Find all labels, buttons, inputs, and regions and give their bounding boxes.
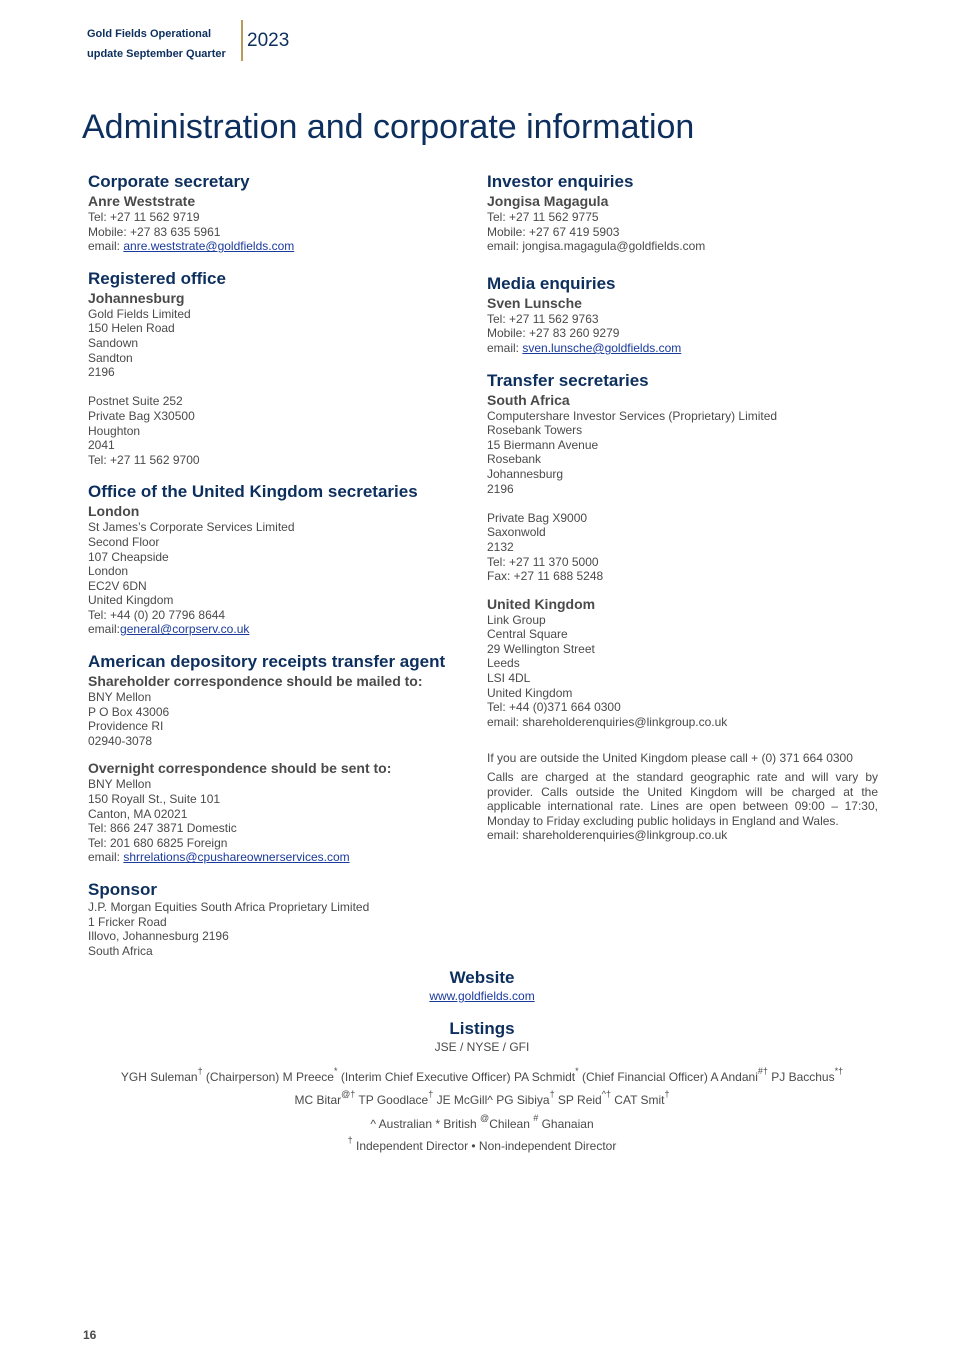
address-line: 29 Wellington Street (487, 641, 595, 656)
section-heading: Sponsor (88, 880, 157, 899)
director-role: (Chairperson) (202, 1070, 283, 1084)
address-line: Private Bag X30500 (88, 408, 195, 423)
left-column (88, 172, 460, 973)
section-heading: Transfer secretaries (487, 370, 649, 390)
email-line (487, 341, 878, 356)
address-line: Johannesburg (487, 466, 564, 481)
contact-name: Jongisa Magagula (487, 193, 609, 209)
section-heading: Registered office (88, 268, 226, 288)
address-line: J.P. Morgan Equities South Africa Proprietary Limited (88, 900, 370, 914)
address-line: Saxonwold (487, 525, 546, 540)
sponsor-section (88, 880, 460, 958)
email-line: email: shareholderenquiries@linkgroup.co.uk (487, 714, 728, 729)
address-line: Rosebank (487, 452, 542, 467)
director-name: MC Bitar (294, 1093, 342, 1107)
address-line: Canton, MA 02021 (88, 806, 188, 821)
email-line: email: jongisa.magagula@goldfields.com (487, 239, 706, 254)
email-link[interactable]: anre.weststrate@goldfields.com (123, 239, 295, 254)
address-line: Leeds (487, 656, 520, 671)
directors-line-1 (0, 1068, 964, 1086)
address-line: South Africa (88, 943, 153, 958)
mail-subheading: Shareholder correspondence should be mailed to: (88, 673, 423, 690)
director-name: CAT Smit (610, 1093, 665, 1107)
key-text: • Non-independent Director (468, 1139, 617, 1153)
report-title: Gold Fields Operational update September Quarter (87, 28, 226, 60)
media-enquiries-section (487, 274, 878, 356)
director-marker: † (549, 1089, 555, 1099)
director-marker: † (664, 1089, 670, 1099)
email-line (88, 622, 460, 637)
director-name: PA Schmidt (514, 1070, 576, 1084)
director-type-key (0, 1137, 964, 1155)
section-heading: Media enquiries (487, 273, 616, 293)
section-heading: Listings (449, 1019, 515, 1038)
tel-line: Tel: +27 11 562 9763 (487, 311, 599, 326)
corporate-secretary-section (88, 172, 460, 254)
director-role: (Chief Financial Officer) (578, 1070, 711, 1084)
listings-section (0, 1019, 964, 1055)
section-heading: Website (449, 968, 515, 987)
address-line: 1 Fricker Road (88, 914, 167, 929)
country-subheading: United Kingdom (487, 595, 596, 612)
registered-office-section (88, 269, 460, 468)
tel-line: Tel: +27 11 562 9775 (487, 210, 599, 224)
address-line: P O Box 43006 (88, 704, 170, 719)
city-subheading: Johannesburg (88, 289, 185, 306)
address-line: Sandton (88, 350, 133, 365)
address-line: 2041 (88, 438, 115, 453)
page-number: 16 (83, 1328, 97, 1342)
tel-line: Tel: +27 11 562 9700 (88, 452, 200, 467)
email-label: email: (88, 850, 124, 865)
mobile-line: Mobile: +27 83 260 9279 (487, 326, 620, 341)
email-label: email: (88, 622, 121, 637)
address-line: Computershare Investor Services (Proprietary) Limited (487, 408, 778, 423)
address-line: Postnet Suite 252 (88, 394, 183, 409)
directors-line-2 (0, 1091, 964, 1109)
address-line: 107 Cheapside (88, 549, 169, 564)
address-line: Providence RI (88, 719, 164, 734)
address-line: United Kingdom (487, 685, 573, 700)
director-name: YGH Suleman (120, 1070, 198, 1084)
director-marker: * (575, 1066, 579, 1076)
tel-line: Tel: +44 (0) 20 7796 8644 (88, 607, 226, 622)
overnight-subheading: Overnight correspondence should be sent to: (88, 760, 392, 777)
director-name: PJ Bacchus (767, 1070, 835, 1084)
tel-line: Tel: +27 11 562 9719 (88, 210, 200, 224)
website-link[interactable]: www.goldfields.com (429, 989, 535, 1003)
adr-agent-section (88, 652, 460, 865)
address-line: Illovo, Johannesburg 2196 (88, 929, 229, 944)
address-line: 2196 (487, 481, 514, 496)
director-marker: * (333, 1066, 338, 1076)
key-marker: † (347, 1135, 353, 1145)
contact-name: Anre Weststrate (88, 193, 196, 209)
address-line: 2132 (487, 539, 514, 554)
listings-value: JSE / NYSE / GFI (434, 1040, 530, 1054)
call-charges-note: Calls are charged at the standard geographic rate and will vary by provider. Calls outside the United Kingdom will be charged at the applicable international rate. Lines are open between 09:00 – 17:30, Monday to Friday excluding public holidays in England and Wales. (487, 770, 878, 828)
right-column (487, 172, 878, 858)
tel-line: Tel: +27 11 370 5000 (487, 554, 599, 569)
address-line: United Kingdom (88, 593, 174, 608)
director-marker: #† (757, 1066, 768, 1076)
email-link[interactable]: sven.lunsche@goldfields.com (522, 340, 682, 355)
tel-line: Tel: +44 (0)371 664 0300 (487, 700, 621, 715)
email-line (88, 239, 460, 254)
email-label: email: (487, 340, 523, 355)
address-line: EC2V 6DN (88, 578, 147, 593)
address-line: 150 Helen Road (88, 321, 175, 336)
section-heading: American depository receipts transfer agent (88, 652, 446, 672)
section-heading: Office of the United Kingdom secretaries (88, 482, 418, 502)
contact-name: Sven Lunsche (487, 294, 582, 311)
email-line: email: shareholderenquiries@linkgroup.co.uk (487, 828, 728, 843)
address-line: 150 Royall St., Suite 101 (88, 792, 221, 807)
director-role: (Interim Chief Executive Officer) (337, 1070, 514, 1084)
director-name: TP Goodlace (355, 1093, 429, 1107)
director-marker: † (197, 1066, 203, 1076)
fax-line: Fax: +27 11 688 5248 (487, 569, 604, 584)
address-line: Houghton (88, 423, 141, 438)
address-line: Private Bag X9000 (487, 510, 588, 525)
section-heading: Investor enquiries (487, 172, 634, 191)
tel-line: Tel: 866 247 3871 Domestic (88, 821, 237, 836)
director-name: M Preece (282, 1070, 334, 1084)
country-subheading: South Africa (487, 391, 570, 408)
address-line: St James’s Corporate Services Limited (88, 520, 295, 535)
key-marker: @ (480, 1113, 490, 1123)
address-line: LSI 4DL (487, 671, 531, 686)
address-line: Central Square (487, 627, 568, 642)
key-text: Chilean (489, 1117, 534, 1131)
mobile-line: Mobile: +27 67 419 5903 (487, 224, 620, 239)
director-name: A Andani (710, 1070, 758, 1084)
investor-enquiries-section (487, 172, 878, 254)
director-name: SP Reid (554, 1093, 602, 1107)
address-line: Gold Fields Limited (88, 306, 191, 321)
director-name: JE McGill^ PG Sibiya (433, 1093, 550, 1107)
address-line: 2196 (88, 365, 115, 380)
report-year: 2023 (247, 30, 290, 51)
page-title: Administration and corporate information (82, 108, 695, 146)
email-link[interactable]: general@corpserv.co.uk (120, 622, 250, 637)
email-line (88, 850, 460, 865)
director-marker: ^† (601, 1089, 611, 1099)
address-line: Link Group (487, 612, 546, 627)
address-line: 15 Biermann Avenue (487, 437, 599, 452)
address-line: London (88, 564, 129, 579)
key-text: Ghanaian (538, 1117, 594, 1131)
director-marker: † (428, 1089, 434, 1099)
key-text: ^ Australian * British (370, 1117, 481, 1131)
address-line: 02940-3078 (88, 733, 153, 748)
key-text: Independent Director (352, 1139, 469, 1153)
director-marker: @† (341, 1089, 356, 1099)
director-marker: *† (834, 1066, 844, 1076)
mobile-line: Mobile: +27 83 635 5961 (88, 224, 221, 239)
address-line: Sandown (88, 335, 139, 350)
email-link[interactable]: shrrelations@cpushareownerservices.com (123, 850, 350, 865)
nationality-key (0, 1115, 964, 1133)
section-heading: Corporate secretary (88, 172, 250, 191)
address-line: BNY Mellon (88, 777, 152, 792)
address-line: Rosebank Towers (487, 423, 583, 438)
website-section (0, 968, 964, 1004)
key-marker: # (533, 1113, 539, 1123)
tel-line: Tel: 201 680 6825 Foreign (88, 835, 228, 850)
header-divider (241, 20, 243, 61)
address-line: BNY Mellon (88, 690, 152, 705)
transfer-secretaries-section (487, 371, 878, 843)
city-subheading: London (88, 503, 140, 520)
address-line: Second Floor (88, 534, 160, 549)
email-label: email: (88, 239, 124, 254)
uk-secretaries-section (88, 482, 460, 637)
outside-uk-note: If you are outside the United Kingdom please call + (0) 371 664 0300 (487, 751, 853, 766)
